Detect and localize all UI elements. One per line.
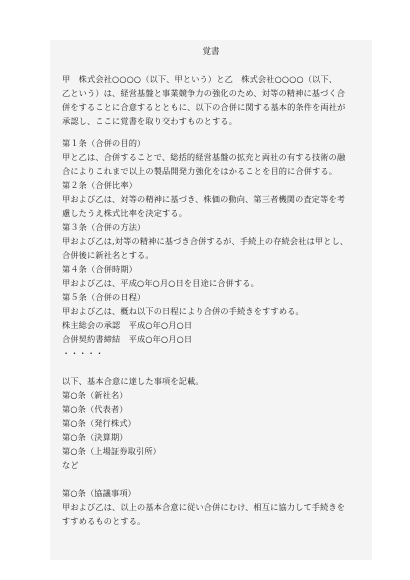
document-title: 覚書	[202, 47, 220, 57]
intro-line-4: 承認し、ここに覚書を取り交わすものとする。	[62, 116, 238, 126]
item-issued-shares: 第○条（発行株式）	[62, 418, 136, 428]
document-body	[62, 72, 370, 528]
item-representative: 第○条（代表者）	[62, 404, 128, 414]
spacer	[62, 128, 370, 136]
spacer	[62, 472, 370, 486]
article-5-text: 甲および乙は、概ね以下の日程により合併の手続きをすすめる。	[62, 306, 304, 316]
final-article-text-1: 甲および乙は、以上の基本合意に従い合併にむけ、相互に協力して手続きを	[62, 502, 346, 512]
spacer	[62, 360, 370, 374]
intro-line-1: 甲 株式会社○○○○（以下、甲という）と乙 株式会社○○○○（以下、	[62, 74, 338, 84]
items-intro: 以下、基本合意に達した事項を記載。	[62, 376, 204, 386]
final-article-text-2: すすめるものとする。	[62, 516, 146, 526]
ellipsis-dots: ・・・・・	[62, 348, 104, 358]
item-stock-exchange: 第○条（上場証券取引所）	[62, 446, 162, 456]
article-2-text-1: 甲および乙は、対等の精神に基づき、株価の動向、第三者機関の査定等を考	[62, 194, 346, 204]
intro-line-3: 併をすることに合意するとともに、以下の合併に関する基本的条件を両社が	[62, 102, 346, 112]
article-5-heading: 第５条（合併の日程）	[62, 292, 146, 302]
article-3-heading: 第３条（合併の方法）	[62, 222, 146, 232]
article-3-text-2: 合併後に新社名とする。	[62, 250, 154, 260]
article-1-heading: 第１条（合併の目的）	[62, 138, 146, 148]
article-4-heading: 第４条（合併時期）	[62, 264, 138, 274]
schedule-item-1: 株主総会の承認 平成○年○月○日	[62, 320, 193, 330]
item-fiscal-period: 第○条（決算期）	[62, 432, 128, 442]
schedule-item-2: 合併契約書締結 平成○年○月○日	[62, 334, 193, 344]
article-3-text-1: 甲および乙は,対等の精神に基づき合併するが、手続上の存続会社は甲とし、	[62, 236, 349, 246]
article-2-text-2: 慮したうえ株式比率を決定する。	[62, 208, 188, 218]
intro-line-2: 乙という）は、経営基盤と事業競争力の強化のため、対等の精神に基づく合	[62, 88, 346, 98]
article-1-text-2: 合によりこれまで以上の製品開発力強化をはかることを目的に合併する。	[62, 166, 338, 176]
final-article-heading: 第○条（協議事項）	[62, 488, 136, 498]
article-1-text-1: 甲と乙は、合併することで、総括的経営基盤の拡充と両社の有する技術の融	[62, 152, 346, 162]
article-2-heading: 第２条（合併比率）	[62, 180, 138, 190]
item-new-name: 第○条（新社名）	[62, 390, 128, 400]
items-etc: など	[62, 460, 79, 470]
article-4-text: 甲および乙は、平成○年○月○日を目途に合併する。	[62, 278, 259, 288]
